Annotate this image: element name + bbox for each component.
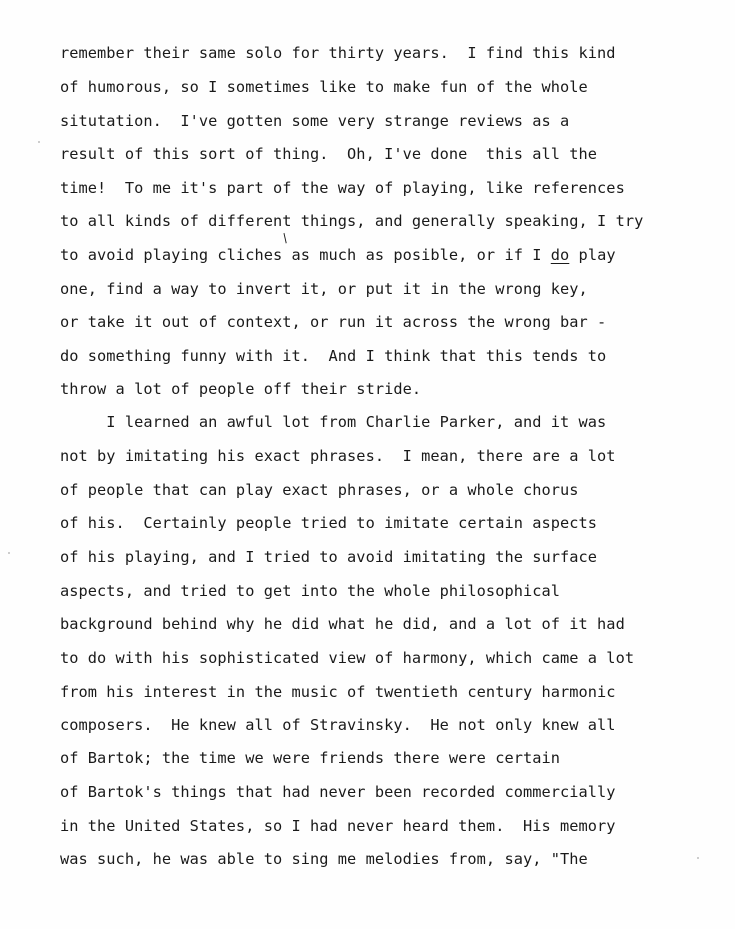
text-segment: play — [569, 246, 616, 264]
text-line: remember their same solo for thirty years. I find this kind — [60, 44, 616, 62]
text-line: time! To me it's part of the way of playing, like references — [60, 179, 625, 197]
text-line: of people that can play exact phrases, or a whole chorus — [60, 481, 579, 499]
text-line: of Bartok's things that had never been recorded commercially — [60, 783, 616, 801]
text-line: situtation. I've gotten some very strange reviews as a — [60, 112, 570, 130]
text-line: or take it out of context, or run it across the wrong bar - — [60, 313, 607, 331]
accent-mark: / — [279, 230, 291, 246]
text-line: do something funny with it. And I think that this tends to — [60, 347, 607, 365]
text-line: of humorous, so I sometimes like to make fun of the whole — [60, 78, 588, 96]
text-line: of Bartok; the time we were friends there were certain — [60, 749, 561, 767]
text-line: one, find a way to invert it, or put it in the wrong key, — [60, 280, 588, 298]
text-line-with-emphasis — [60, 245, 616, 265]
text-line: of his playing, and I tried to avoid imitating the surface — [60, 548, 598, 566]
text-line: to do with his sophisticated view of harmony, which came a lot — [60, 649, 635, 667]
text-line: of his. Certainly people tried to imitate certain aspects — [60, 514, 598, 532]
text-line: aspects, and tried to get into the whole philosophical — [60, 582, 561, 600]
text-line: not by imitating his exact phrases. I mean, there are a lot — [60, 447, 616, 465]
text-line: was such, he was able to sing me melodies from, say, "The — [60, 850, 588, 868]
text-line: to all kinds of different things, and generally speaking, I try — [60, 212, 644, 230]
text-line: I learned an awful lot from Charlie Parker, and it was — [60, 413, 607, 431]
underlined-word: do — [550, 246, 570, 264]
text-line: composers. He knew all of Stravinsky. He not only knew all — [60, 716, 616, 734]
text-line: result of this sort of thing. Oh, I've done this all the — [60, 145, 598, 163]
text-line: from his interest in the music of twentieth century harmonic — [60, 683, 616, 701]
text-segment: to avoid playing cliches as much as posible, or if I — [60, 246, 551, 264]
text-line: background behind why he did what he did, and a lot of it had — [60, 615, 625, 633]
scan-speck — [38, 141, 40, 143]
scan-speck — [8, 552, 10, 554]
text-line: throw a lot of people off their stride. — [60, 380, 422, 398]
scan-speck — [697, 857, 699, 859]
text-line: in the United States, so I had never heard them. His memory — [60, 817, 616, 835]
